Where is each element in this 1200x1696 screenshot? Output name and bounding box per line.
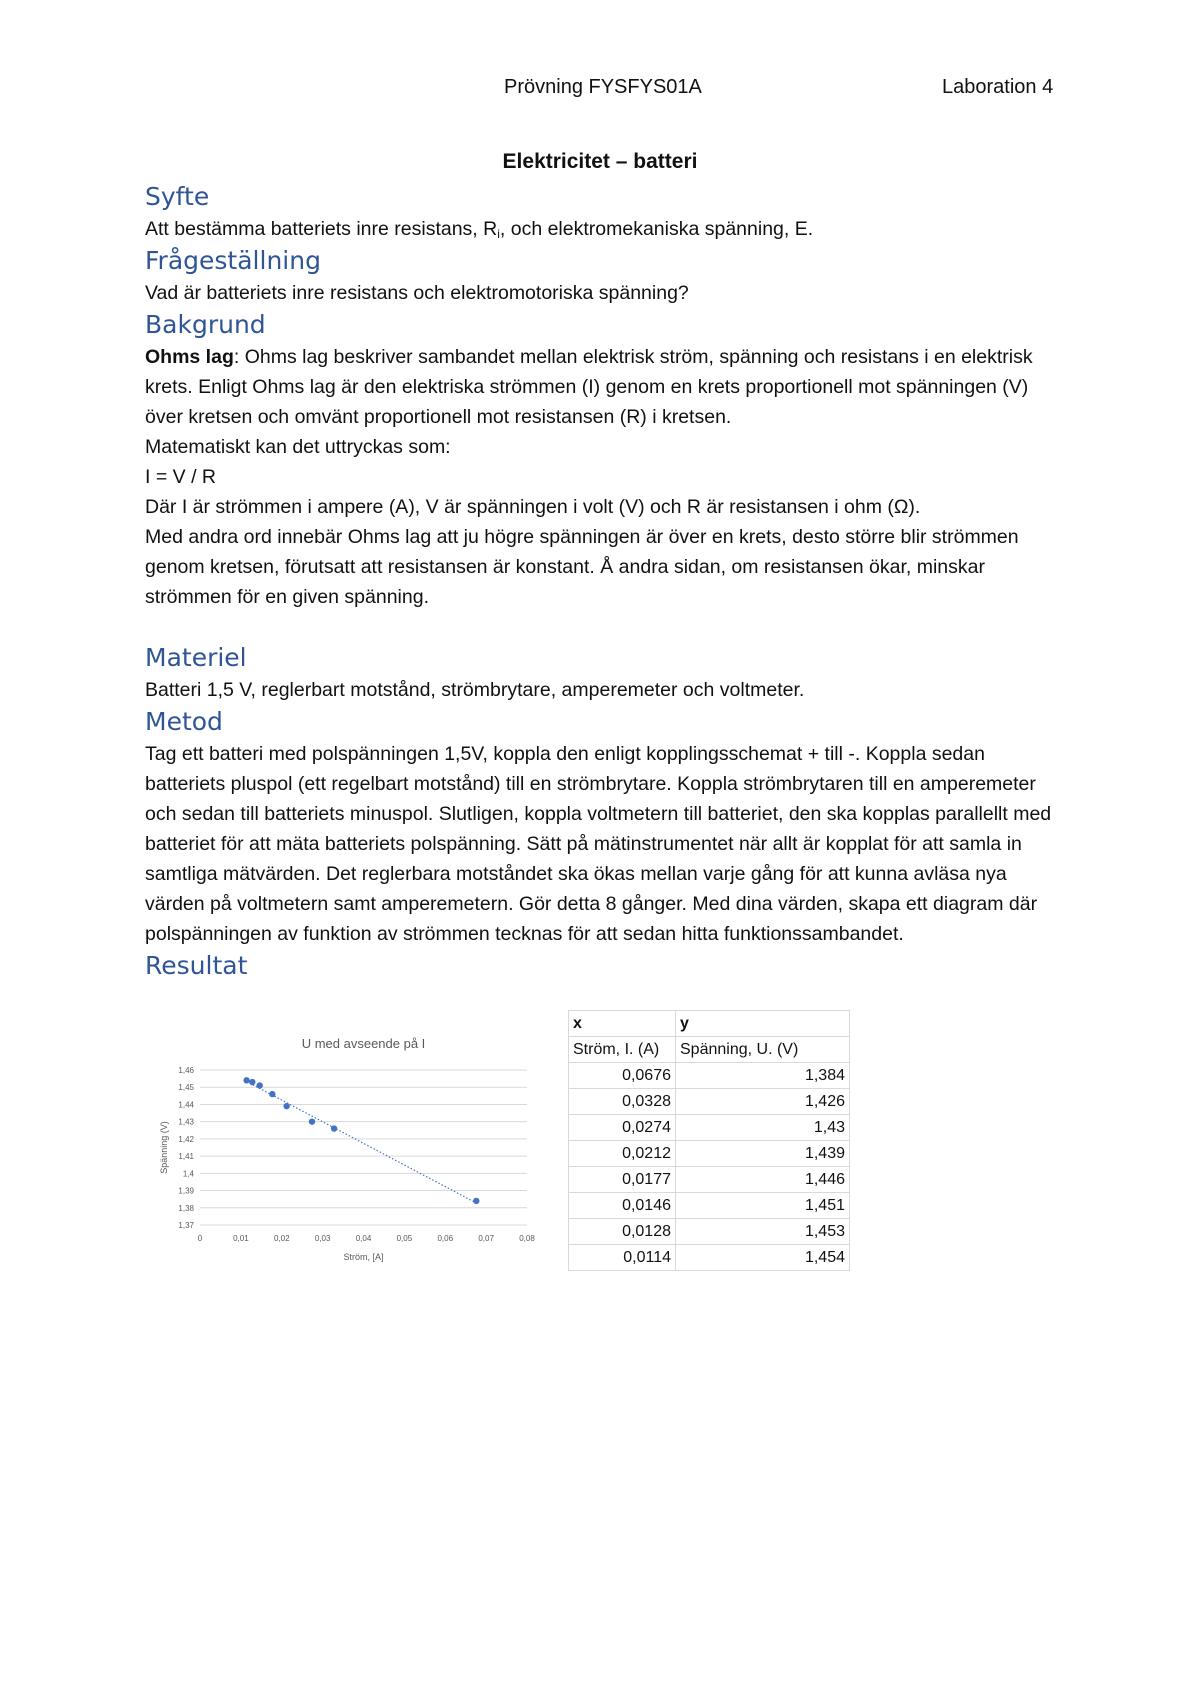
metod-text: Tag ett batteri med polspänningen 1,5V, koppla den enligt kopplingsschemat + till -. Koppla sedan batteriets pluspol (ett regelbart motstånd) till en strömbrytare. Koppla strömbrytaren till en amperemeter och sedan till batteriets minuspol. Slutligen, koppla voltmetern till batteriet, den ska kopplas parallellt med batteriet för att mäta batteriets polspänning. Sätt på mätinstrumentet när allt är kopplat för att samla in samtliga mätvärden. Det reglerbara motståndet ska ökas mellan varje gång för att kunna avläsa nya värden på voltmetern samt amperemetern. Gör detta 8 gånger. Med dina värden, skapa ett diagram där polspänningen av funktion av strömmen tecknas för att sedan hitta funktionssambandet. [145,743,1052,945]
table-cell-current: 0,0146 [569,1193,676,1219]
document-title: Elektricitet – batteri [502,150,698,173]
table-letter-x: x [569,1011,676,1037]
x-tick-label: 0,02 [273,1234,290,1243]
bakgrund-ohms-paragraph [145,342,1065,432]
y-tick-label: 1,43 [178,1117,194,1127]
ohms-law-label: Ohms lag [145,346,234,368]
heading-metod: Metod [145,707,223,736]
table-cell-voltage: 1,439 [676,1141,850,1167]
x-tick-label: 0,04 [355,1234,372,1243]
document-body [145,180,1065,983]
table-cell-voltage: 1,453 [676,1219,850,1245]
y-tick-label: 1,4 [182,1169,194,1179]
x-tick-label: 0,05 [396,1234,413,1243]
x-axis-label: Ström, [A] [343,1252,384,1262]
data-point [283,1103,289,1109]
x-tick-label: 0,03 [314,1234,331,1243]
table-row [569,1115,850,1141]
heading-resultat: Resultat [145,951,248,980]
materiel-text: Batteri 1,5 V, reglerbart motstånd, strömbrytare, amperemeter och voltmeter. [145,679,805,701]
table-cell-voltage: 1,426 [676,1089,850,1115]
table-cell-current: 0,0328 [569,1089,676,1115]
scatter-chart [145,1030,560,1270]
bakgrund-line4: Där I är strömmen i ampere (A), V är spänningen i volt (V) och R är resistansen i ohm (Ω). [145,496,921,518]
table-cell-current: 0,0676 [569,1063,676,1089]
y-tick-label: 1,42 [178,1134,194,1144]
data-point [243,1077,249,1083]
data-point [256,1082,262,1088]
bakgrund-formula: I = V / R [145,466,216,488]
x-tick-label: 0,07 [478,1234,494,1243]
syfte-subscript: i [497,227,500,241]
y-tick-label: 1,46 [178,1066,194,1075]
x-tick-label: 0 [197,1234,203,1243]
x-tick-label: 0,06 [437,1234,454,1243]
table-header-voltage: Spänning, U. (V) [676,1037,850,1063]
data-point [309,1118,315,1124]
table-cell-voltage: 1,43 [676,1115,850,1141]
x-tick-label: 0,01 [233,1234,249,1243]
y-tick-label: 1,45 [178,1083,194,1093]
heading-bakgrund: Bakgrund [145,310,266,339]
y-tick-label: 1,41 [178,1152,194,1162]
table-cell-current: 0,0274 [569,1115,676,1141]
heading-materiel: Materiel [145,643,247,672]
heading-syfte: Syfte [145,182,210,211]
table-cell-voltage: 1,384 [676,1063,850,1089]
data-point [473,1198,479,1204]
chart-title: U med avseende på I [301,1036,426,1051]
data-point [269,1091,275,1097]
table-row [569,1089,850,1115]
syfte-text-before: Att bestämma batteriets inre resistans, R [145,218,498,240]
table-row [569,1193,850,1219]
table-letter-row [569,1011,850,1037]
table-row [569,1245,850,1271]
table-cell-current: 0,0212 [569,1141,676,1167]
measurement-table [568,1010,850,1271]
heading-fragestallning: Frågeställning [145,246,321,275]
bakgrund-line2: Matematiskt kan det uttryckas som: [145,436,451,458]
data-point [331,1125,337,1131]
header-lab-number: Laboration 4 [942,76,1054,98]
table-row [569,1219,850,1245]
table-cell-voltage: 1,454 [676,1245,850,1271]
table-cell-current: 0,0114 [569,1245,676,1271]
header-course: Prövning FYSFYS01A [504,76,702,98]
bakgrund-line5: Med andra ord innebär Ohms lag att ju högre spänningen är över en krets, desto större blir strömmen genom kretsen, förutsatt att resistansen är konstant. Å andra sidan, om resistansen ökar, minskar strömmen för en given spänning. [145,526,1019,608]
syfte-text [145,214,1065,244]
y-tick-label: 1,37 [178,1221,194,1230]
syfte-text-after: , och elektromekaniska spänning, E. [499,218,814,240]
y-tick-label: 1,38 [178,1203,194,1213]
table-header-row [569,1037,850,1063]
table-header-current: Ström, I. (A) [569,1037,676,1063]
data-point [249,1079,255,1085]
table-row [569,1063,850,1089]
results-area [145,1010,885,1280]
table-letter-y: y [676,1011,850,1037]
fragestallning-text: Vad är batteriets inre resistans och elektromotoriska spänning? [145,282,689,304]
table-cell-current: 0,0128 [569,1219,676,1245]
chart-background [145,1030,560,1270]
y-tick-label: 1,44 [178,1100,194,1110]
y-tick-label: 1,39 [178,1186,194,1196]
table-row [569,1167,850,1193]
ohms-law-text: : Ohms lag beskriver sambandet mellan elektrisk ström, spänning och resistans i en elektrisk krets. Enligt Ohms lag är den elektriska strömmen (I) genom en krets proportionell mot spänningen (V) över kretsen och omvänt proportionell mot resistansen (R) i kretsen. [145,346,1033,428]
y-axis-label: Spänning (V) [159,1121,169,1174]
table-cell-voltage: 1,451 [676,1193,850,1219]
table-cell-current: 0,0177 [569,1167,676,1193]
table-cell-voltage: 1,446 [676,1167,850,1193]
table-row [569,1141,850,1167]
x-tick-label: 0,08 [519,1234,535,1243]
